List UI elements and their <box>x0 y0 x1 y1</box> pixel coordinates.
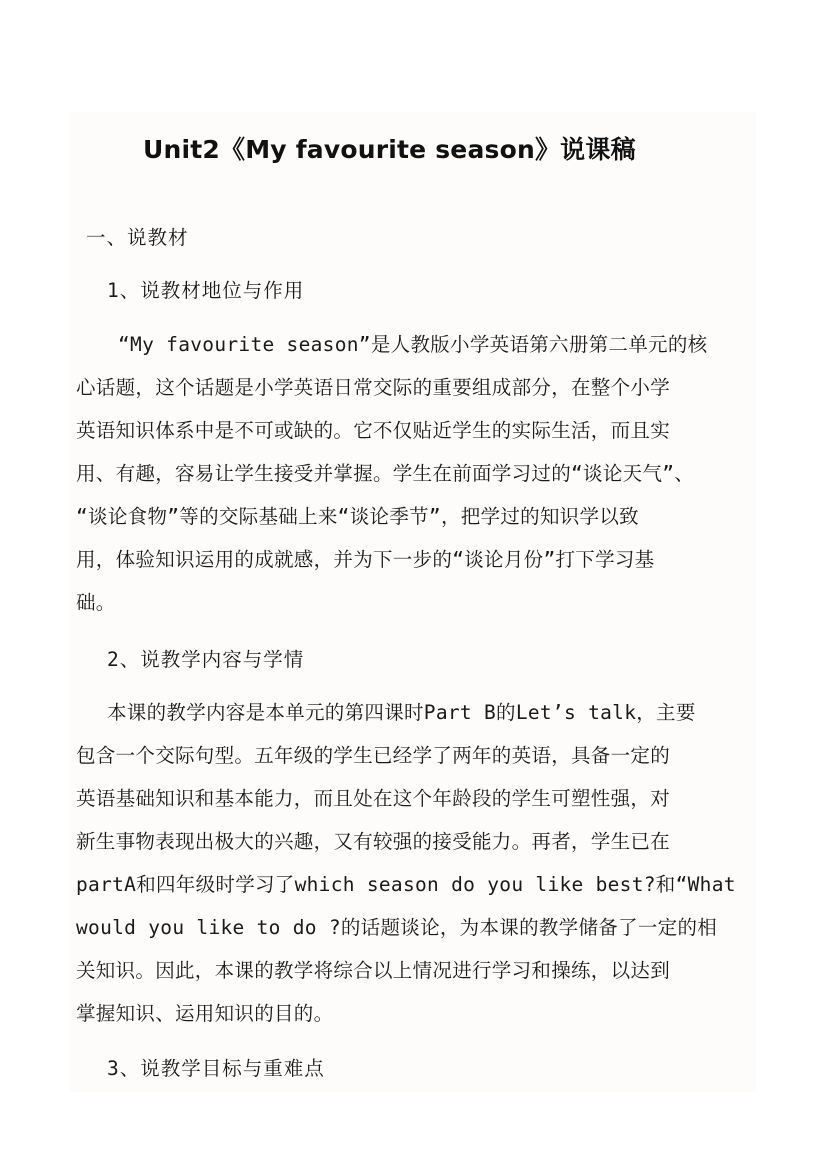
paragraph-2-line-3: 英语基础知识和基本能力，而且处在这个年龄段的学生可塑性强，对 <box>76 787 671 810</box>
paper-background <box>70 112 756 1092</box>
paragraph-1-line-6: 用，体验知识运用的成就感，并为下一步的“谈论月份”打下学习基 <box>76 548 655 571</box>
paragraph-1-line-5: “谈论食物”等的交际基础上来“谈论季节”，把学过的知识学以致 <box>76 505 639 528</box>
paragraph-2-line-6: would you like to do ?的话题谈论，为本课的教学储备了一定的相 <box>76 916 718 939</box>
paragraph-2-line-8: 掌握知识、运用知识的目的。 <box>76 1002 334 1025</box>
paragraph-1-line-1: “My favourite season”是人教版小学英语第六册第二单元的核 <box>118 333 708 356</box>
paragraph-2-line-5: partA和四年级时学习了which season do you like best?和“What <box>76 873 736 896</box>
paragraph-1-line-4: 用、有趣，容易让学生接受并掌握。学生在前面学习过的“谈论天气”、 <box>76 462 695 485</box>
paragraph-2-line-7: 关知识。因此，本课的教学将综合以上情况进行学习和操练，以达到 <box>76 959 671 982</box>
subsection-heading-1: 1、说教材地位与作用 <box>107 279 305 302</box>
paragraph-1-line-7: 础。 <box>76 591 116 614</box>
paragraph-1-line-3: 英语知识体系中是不可或缺的。它不仅贴近学生的实际生活，而且实 <box>76 419 671 442</box>
document-title: Unit2《My favourite season》说课稿 <box>143 135 636 164</box>
paragraph-2-line-1: 本课的教学内容是本单元的第四课时Part B的Let’s talk，主要 <box>107 701 696 724</box>
paragraph-2-line-4: 新生事物表现出极大的兴趣，又有较强的接受能力。再者，学生已在 <box>76 830 671 853</box>
subsection-heading-3: 3、说教学目标与重难点 <box>107 1057 325 1080</box>
paragraph-2-line-2: 包含一个交际句型。五年级的学生已经学了两年的英语，具备一定的 <box>76 744 671 767</box>
subsection-heading-2: 2、说教学内容与学情 <box>107 648 305 671</box>
section-heading-1: 一、说教材 <box>86 226 189 249</box>
paragraph-1-line-2: 心话题，这个话题是小学英语日常交际的重要组成部分，在整个小学 <box>76 376 671 399</box>
